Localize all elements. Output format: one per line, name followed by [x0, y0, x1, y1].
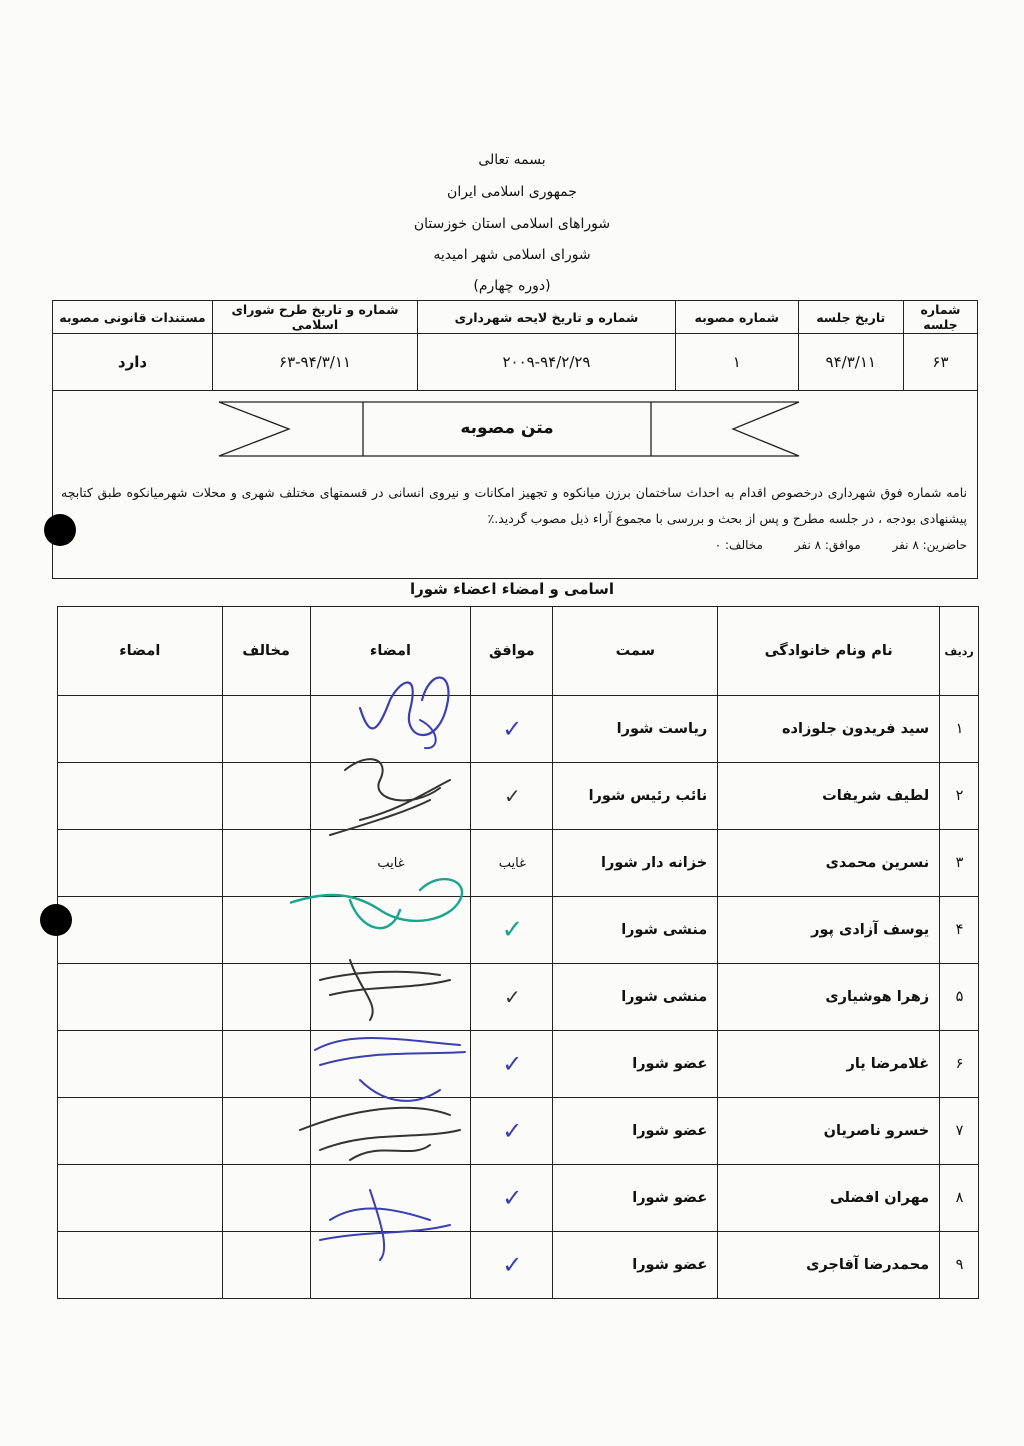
absent-sign-label: غایب — [310, 830, 471, 897]
member-role: عضو شورا — [553, 1098, 718, 1165]
header-country: جمهوری اسلامی ایران — [447, 184, 577, 200]
meta-session-date: ۹۴/۳/۱۱ — [798, 334, 903, 391]
member-name: لطیف شریفات — [718, 763, 940, 830]
meta-header-council-plan: شماره و تاریخ طرح شورای اسلامی — [212, 301, 417, 334]
resolution-meta-table — [52, 300, 978, 391]
table-row — [58, 763, 979, 830]
meta-header-resolution-no: شماره مصوبه — [675, 301, 798, 334]
oppose-signature — [58, 1165, 223, 1232]
table-row — [58, 1098, 979, 1165]
member-name: زهرا هوشیاری — [718, 964, 940, 1031]
col-oppose-sign: امضاء — [58, 607, 223, 696]
oppose-signature — [58, 763, 223, 830]
table-row — [58, 964, 979, 1031]
table-row — [58, 696, 979, 763]
table-row — [58, 830, 979, 897]
agree-check: ✓ — [471, 964, 553, 1031]
member-role: منشی شورا — [553, 964, 718, 1031]
meta-header-legal-docs: مستندات قانونی مصوبه — [53, 301, 213, 334]
meta-session-no: ۶۳ — [903, 334, 977, 391]
meta-header-session-date: تاریخ جلسه — [798, 301, 903, 334]
member-name: مهران افضلی — [718, 1165, 940, 1232]
table-row — [58, 897, 979, 964]
member-role: عضو شورا — [553, 1031, 718, 1098]
row-no: ۳ — [940, 830, 979, 897]
meta-council-plan: ۶۳-۹۴/۳/۱۱ — [212, 334, 417, 391]
col-agree-sign: امضاء — [310, 607, 471, 696]
agree-count: موافق: ۸ نفر — [794, 538, 861, 552]
row-no: ۵ — [940, 964, 979, 1031]
present-count: حاضرین: ۸ نفر — [892, 538, 967, 552]
absent-label: غایب — [471, 830, 553, 897]
punch-hole-top — [44, 514, 76, 546]
member-role: عضو شورا — [553, 1165, 718, 1232]
col-name: نام ونام خانوادگی — [718, 607, 940, 696]
meta-legal-docs: دارد — [53, 334, 213, 391]
col-row-no: ردیف — [940, 607, 979, 696]
oppose-signature — [58, 964, 223, 1031]
agree-check: ✓ — [471, 1098, 553, 1165]
agree-check: ✓ — [471, 897, 553, 964]
col-oppose: مخالف — [222, 607, 310, 696]
meta-header-municipality-bill: شماره و تاریخ لایحه شهرداری — [418, 301, 676, 334]
members-title: اسامی و امضاء اعضاء شورا — [409, 580, 615, 598]
header-province-councils: شوراهای اسلامی استان خوزستان — [413, 216, 611, 232]
agree-check: ✓ — [471, 1232, 553, 1299]
row-no: ۸ — [940, 1165, 979, 1232]
member-role: خزانه دار شورا — [553, 830, 718, 897]
table-row — [58, 1232, 979, 1299]
oppose-signature — [58, 830, 223, 897]
members-table — [57, 606, 979, 1299]
row-no: ۲ — [940, 763, 979, 830]
member-name: محمدرضا آقاجری — [718, 1232, 940, 1299]
table-row — [58, 1031, 979, 1098]
member-name: سید فریدون جلوزاده — [718, 696, 940, 763]
table-row — [58, 1165, 979, 1232]
col-role: سمت — [553, 607, 718, 696]
member-name: نسرین محمدی — [718, 830, 940, 897]
row-no: ۶ — [940, 1031, 979, 1098]
oppose-signature — [58, 1232, 223, 1299]
header-term: (دوره چهارم) — [473, 278, 551, 294]
agree-check: ✓ — [471, 1165, 553, 1232]
signatures-drawing — [290, 660, 490, 1280]
meta-resolution-no: ۱ — [675, 334, 798, 391]
row-no: ۹ — [940, 1232, 979, 1299]
member-role: نائب رئیس شورا — [553, 763, 718, 830]
oppose-signature — [58, 1098, 223, 1165]
member-role: ریاست شورا — [553, 696, 718, 763]
oppose-signature — [58, 696, 223, 763]
resolution-title: متن مصوبه — [460, 418, 554, 438]
resolution-text: نامه شماره فوق شهرداری درخصوص اقدام به احداث ساختمان برزن میانکوه و تجهیز امکانات و نیروی انسانی در قسمتهای مختلف شهری و محلات شهرمیانکوه طبق کتابچه پیشنهادی بودجه ، در جلسه مطرح و پس از بحث و بررسی با مجموع آراء ذیل مصوب گردید.٪ — [61, 485, 967, 526]
member-role: منشی شورا — [553, 897, 718, 964]
vote-summary — [687, 538, 967, 552]
agree-check: ✓ — [471, 1031, 553, 1098]
col-agree: موافق — [471, 607, 553, 696]
header-bismillah: بسمه تعالی — [478, 152, 546, 168]
punch-hole-bottom — [40, 904, 72, 936]
row-no: ۱ — [940, 696, 979, 763]
agree-check: ✓ — [471, 696, 553, 763]
member-name: یوسف آزادی پور — [718, 897, 940, 964]
meta-municipality-bill: ۲۰۰۹-۹۴/۲/۲۹ — [418, 334, 676, 391]
oppose-signature — [58, 1031, 223, 1098]
header-city-council: شورای اسلامی شهر امیدیه — [433, 247, 591, 263]
member-role: عضو شورا — [553, 1232, 718, 1299]
row-no: ۷ — [940, 1098, 979, 1165]
member-name: خسرو ناصریان — [718, 1098, 940, 1165]
meta-header-session-no: شماره جلسه — [903, 301, 977, 334]
resolution-box — [52, 386, 978, 579]
oppose-count: مخالف: ۰ — [714, 538, 763, 552]
row-no: ۴ — [940, 897, 979, 964]
member-name: غلامرضا یار — [718, 1031, 940, 1098]
oppose-signature — [58, 897, 223, 964]
agree-check: ✓ — [471, 763, 553, 830]
